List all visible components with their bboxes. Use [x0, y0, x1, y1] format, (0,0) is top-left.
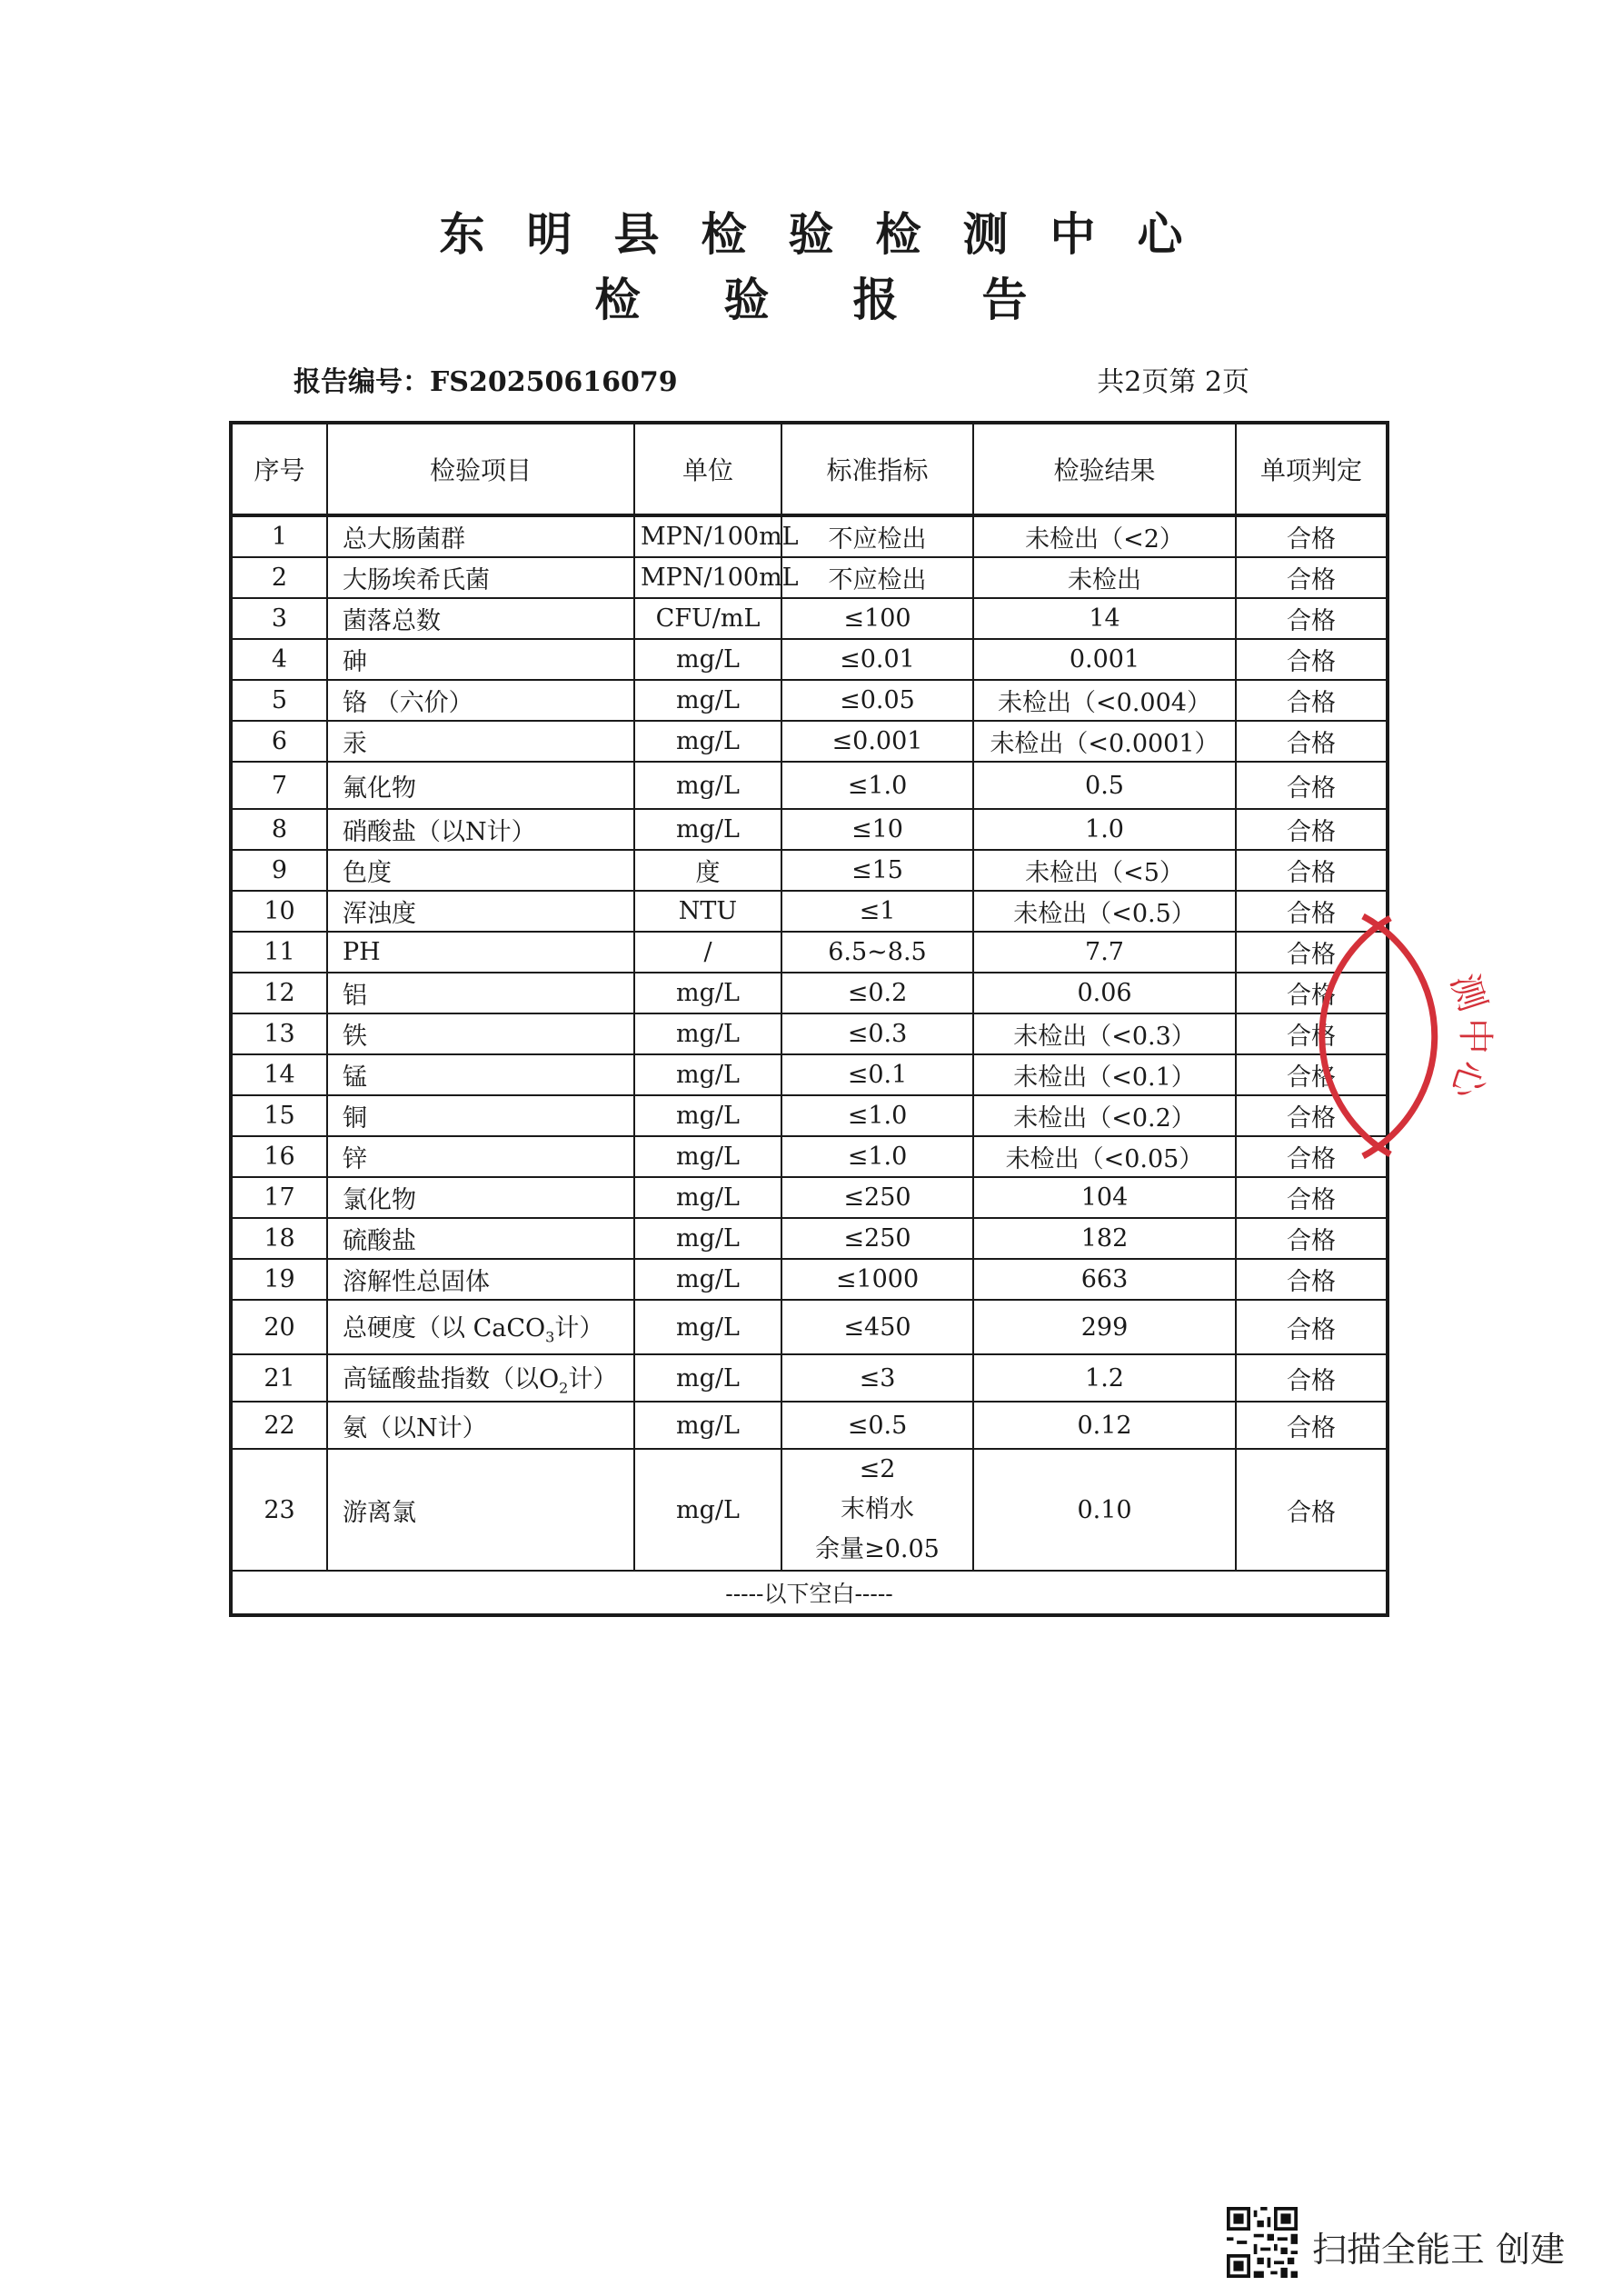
test-item: 硝酸盐（以N计）	[327, 809, 634, 850]
test-item: 锰	[327, 1054, 634, 1095]
standard-limit: ≤1.0	[781, 1136, 973, 1177]
test-item: 锌	[327, 1136, 634, 1177]
unit: mg/L	[634, 1177, 781, 1218]
test-item-text: 总硬度（以 CaCO	[343, 1314, 546, 1343]
table-row	[231, 1177, 1388, 1218]
unit: mg/L	[634, 1300, 781, 1354]
table-row	[231, 557, 1388, 598]
test-result: 1.0	[973, 809, 1236, 850]
test-result: 299	[973, 1300, 1236, 1354]
test-item: 砷	[327, 639, 634, 680]
test-result: 104	[973, 1177, 1236, 1218]
row-number: 6	[231, 721, 327, 762]
unit: mg/L	[634, 1136, 781, 1177]
standard-limit: ≤100	[781, 598, 973, 639]
test-item-text: 高锰酸盐指数（以O	[343, 1365, 560, 1394]
verdict: 合格	[1236, 762, 1388, 809]
verdict: 合格	[1236, 598, 1388, 639]
verdict: 合格	[1236, 515, 1388, 557]
row-number: 2	[231, 557, 327, 598]
test-item-subscript: 3	[545, 1328, 555, 1346]
document-subtitle: 检验报告	[594, 273, 1111, 326]
verdict: 合格	[1236, 1177, 1388, 1218]
table-row	[231, 932, 1388, 973]
row-number: 9	[231, 850, 327, 891]
test-result: 0.001	[973, 639, 1236, 680]
table-row	[231, 680, 1388, 721]
test-result: 14	[973, 598, 1236, 639]
unit: mg/L	[634, 680, 781, 721]
verdict: 合格	[1236, 639, 1388, 680]
verdict: 合格	[1236, 1402, 1388, 1449]
standard-limit: ≤10	[781, 809, 973, 850]
test-item: PH	[327, 932, 634, 973]
row-number: 12	[231, 973, 327, 1013]
test-result: 0.12	[973, 1402, 1236, 1449]
verdict: 合格	[1236, 809, 1388, 850]
row-number: 5	[231, 680, 327, 721]
table-row	[231, 1354, 1388, 1402]
row-number: 23	[231, 1449, 327, 1571]
table-row	[231, 1449, 1388, 1571]
test-item: 大肠埃希氏菌	[327, 557, 634, 598]
test-item: 氨（以N计）	[327, 1402, 634, 1449]
standard-limit: ≤450	[781, 1300, 973, 1354]
standard-limit: ≤3	[781, 1354, 973, 1402]
unit: mg/L	[634, 973, 781, 1013]
unit: mg/L	[634, 1054, 781, 1095]
test-result: 未检出（<0.1）	[973, 1054, 1236, 1095]
test-item: 溶解性总固体	[327, 1259, 634, 1300]
standard-limit	[781, 1449, 973, 1571]
verdict: 合格	[1236, 1218, 1388, 1259]
standard-limit-line: 余量≥0.05	[815, 1535, 940, 1563]
row-number: 3	[231, 598, 327, 639]
table-row	[231, 1013, 1388, 1054]
unit: mg/L	[634, 1259, 781, 1300]
table-row	[231, 1259, 1388, 1300]
test-item: 铁	[327, 1013, 634, 1054]
test-item: 色度	[327, 850, 634, 891]
test-result: 未检出（<0.0001）	[973, 721, 1236, 762]
unit: NTU	[634, 891, 781, 932]
verdict: 合格	[1236, 1013, 1388, 1054]
test-item: 菌落总数	[327, 598, 634, 639]
standard-limit: ≤1.0	[781, 1095, 973, 1136]
test-item: 铬 （六价）	[327, 680, 634, 721]
unit: CFU/mL	[634, 598, 781, 639]
table-row	[231, 891, 1388, 932]
test-result: 未检出（<0.2）	[973, 1095, 1236, 1136]
row-number: 10	[231, 891, 327, 932]
row-number: 1	[231, 515, 327, 557]
unit: mg/L	[634, 762, 781, 809]
row-number: 21	[231, 1354, 327, 1402]
test-result: 663	[973, 1259, 1236, 1300]
table-row	[231, 721, 1388, 762]
verdict: 合格	[1236, 1095, 1388, 1136]
test-item-text: 计）	[554, 1314, 604, 1343]
table-header-row	[231, 423, 1388, 515]
verdict: 合格	[1236, 973, 1388, 1013]
unit: mg/L	[634, 1402, 781, 1449]
row-number: 16	[231, 1136, 327, 1177]
test-item	[327, 1300, 634, 1354]
unit: mg/L	[634, 1449, 781, 1571]
standard-limit: ≤0.2	[781, 973, 973, 1013]
verdict: 合格	[1236, 1449, 1388, 1571]
row-number: 20	[231, 1300, 327, 1354]
document-title: 东明县检验检测中心	[439, 207, 1225, 261]
test-item-subscript: 2	[559, 1379, 569, 1397]
table-row	[231, 1054, 1388, 1095]
row-number: 15	[231, 1095, 327, 1136]
test-result: 未检出（<2）	[973, 515, 1236, 557]
verdict: 合格	[1236, 932, 1388, 973]
standard-limit: ≤0.5	[781, 1402, 973, 1449]
standard-limit: ≤0.3	[781, 1013, 973, 1054]
test-item: 铜	[327, 1095, 634, 1136]
standard-limit-line: ≤2	[859, 1455, 896, 1483]
test-result: 0.06	[973, 973, 1236, 1013]
test-item-text: 计）	[568, 1365, 618, 1394]
unit: 度	[634, 850, 781, 891]
standard-limit: ≤250	[781, 1218, 973, 1259]
row-number: 22	[231, 1402, 327, 1449]
test-result: 未检出（<0.3）	[973, 1013, 1236, 1054]
table-row	[231, 809, 1388, 850]
test-result: 未检出（<0.004）	[973, 680, 1236, 721]
unit: mg/L	[634, 1218, 781, 1259]
seal-character: 测	[1442, 968, 1494, 1017]
test-result: 未检出（<0.05）	[973, 1136, 1236, 1177]
table-row	[231, 598, 1388, 639]
table-row	[231, 1300, 1388, 1354]
standard-limit: 不应检出	[781, 557, 973, 598]
verdict: 合格	[1236, 721, 1388, 762]
table-row	[231, 1218, 1388, 1259]
test-result: 1.2	[973, 1354, 1236, 1402]
verdict: 合格	[1236, 1259, 1388, 1300]
verdict: 合格	[1236, 1354, 1388, 1402]
row-number: 13	[231, 1013, 327, 1054]
report-table	[229, 421, 1389, 1617]
standard-limit: ≤0.1	[781, 1054, 973, 1095]
table-footer-row	[231, 1571, 1388, 1615]
column-header: 单位	[634, 423, 781, 515]
table-row	[231, 1095, 1388, 1136]
row-number: 18	[231, 1218, 327, 1259]
verdict: 合格	[1236, 1300, 1388, 1354]
verdict: 合格	[1236, 557, 1388, 598]
row-number: 19	[231, 1259, 327, 1300]
test-item: 氟化物	[327, 762, 634, 809]
page-info: 共2页第 2页	[1097, 366, 1249, 398]
verdict: 合格	[1236, 850, 1388, 891]
row-number: 8	[231, 809, 327, 850]
standard-limit-line: 末梢水	[841, 1495, 914, 1523]
table-row	[231, 762, 1388, 809]
unit: MPN/100mL	[634, 515, 781, 557]
unit: mg/L	[634, 1354, 781, 1402]
test-result: 未检出	[973, 557, 1236, 598]
qr-code-icon	[1227, 2207, 1298, 2278]
test-result: 未检出（<5）	[973, 850, 1236, 891]
standard-limit: ≤250	[781, 1177, 973, 1218]
test-result: 0.10	[973, 1449, 1236, 1571]
test-item	[327, 1354, 634, 1402]
table-row	[231, 973, 1388, 1013]
unit: mg/L	[634, 1095, 781, 1136]
row-number: 17	[231, 1177, 327, 1218]
standard-limit: ≤15	[781, 850, 973, 891]
standard-limit: ≤1	[781, 891, 973, 932]
test-result: 0.5	[973, 762, 1236, 809]
report-number: 报告编号：FS20250616079	[294, 366, 678, 398]
unit: mg/L	[634, 721, 781, 762]
test-result: 182	[973, 1218, 1236, 1259]
row-number: 14	[231, 1054, 327, 1095]
test-item: 氯化物	[327, 1177, 634, 1218]
column-header: 检验项目	[327, 423, 634, 515]
column-header: 检验结果	[973, 423, 1236, 515]
standard-limit: ≤1000	[781, 1259, 973, 1300]
test-item: 汞	[327, 721, 634, 762]
test-item: 游离氯	[327, 1449, 634, 1571]
test-result: 7.7	[973, 932, 1236, 973]
seal-character: 心	[1442, 1055, 1494, 1104]
table-row	[231, 850, 1388, 891]
test-result: 未检出（<0.5）	[973, 891, 1236, 932]
test-item: 铝	[327, 973, 634, 1013]
scanner-watermark: 扫描全能王 创建	[1312, 2230, 1566, 2270]
seal-character: 中	[1454, 1018, 1496, 1054]
official-seal	[1345, 900, 1496, 1173]
table-row	[231, 639, 1388, 680]
standard-limit: ≤0.001	[781, 721, 973, 762]
table-row	[231, 515, 1388, 557]
verdict: 合格	[1236, 891, 1388, 932]
table-row	[231, 1136, 1388, 1177]
verdict: 合格	[1236, 1136, 1388, 1177]
row-number: 4	[231, 639, 327, 680]
column-header: 标准指标	[781, 423, 973, 515]
verdict: 合格	[1236, 680, 1388, 721]
test-item: 总大肠菌群	[327, 515, 634, 557]
unit: mg/L	[634, 809, 781, 850]
test-item: 浑浊度	[327, 891, 634, 932]
row-number: 7	[231, 762, 327, 809]
unit: MPN/100mL	[634, 557, 781, 598]
row-number: 11	[231, 932, 327, 973]
standard-limit: 不应检出	[781, 515, 973, 557]
standard-limit: ≤0.01	[781, 639, 973, 680]
column-header: 单项判定	[1236, 423, 1388, 515]
test-item: 硫酸盐	[327, 1218, 634, 1259]
unit: mg/L	[634, 1013, 781, 1054]
standard-limit: ≤0.05	[781, 680, 973, 721]
unit: mg/L	[634, 639, 781, 680]
blank-below-note: -----以下空白-----	[231, 1571, 1388, 1615]
unit: /	[634, 932, 781, 973]
standard-limit: 6.5~8.5	[781, 932, 973, 973]
table-row	[231, 1402, 1388, 1449]
column-header: 序号	[231, 423, 327, 515]
standard-limit: ≤1.0	[781, 762, 973, 809]
verdict: 合格	[1236, 1054, 1388, 1095]
